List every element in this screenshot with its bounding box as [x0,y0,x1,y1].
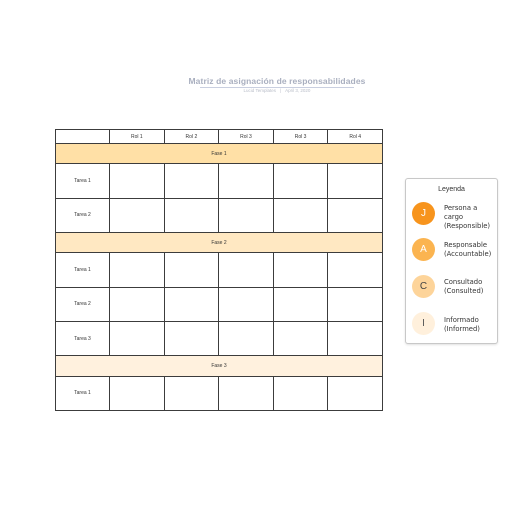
assignment-cell[interactable] [219,198,274,232]
assignment-cell[interactable] [328,198,383,232]
phase-row [56,356,383,376]
task-row [56,321,383,355]
consulted-circle-icon: C [412,275,435,298]
assignment-cell[interactable] [328,321,383,355]
assignment-cell[interactable] [328,164,383,198]
date-label: April 3, 2020 [285,88,311,93]
legend-item-line: Responsable [444,241,488,249]
assignment-cell[interactable] [110,198,165,232]
informed-circle-icon: I [412,312,435,335]
task-label[interactable]: Tarea 2 [56,198,110,232]
assignment-cell[interactable] [110,376,165,410]
responsible-circle-icon: J [412,202,435,225]
assignment-cell[interactable] [219,164,274,198]
legend-item-line: Informado [444,316,479,324]
assignment-cell[interactable] [164,321,219,355]
assignment-cell[interactable] [219,287,274,321]
legend-item-label [444,241,491,259]
assignment-cell[interactable] [328,253,383,287]
assignment-cell[interactable] [273,164,328,198]
legend-panel [405,178,498,344]
assignment-cell[interactable] [219,253,274,287]
assignment-cell[interactable] [164,287,219,321]
assignment-cell[interactable] [110,287,165,321]
subtitle-separator: | [279,88,282,93]
legend-title: Leyenda [438,186,465,193]
header-row [56,130,383,144]
phase-row [56,144,383,164]
accountable-circle-icon: A [412,238,435,261]
assignment-cell[interactable] [328,376,383,410]
corner-cell[interactable] [56,130,110,144]
assignment-cell[interactable] [273,198,328,232]
task-label[interactable]: Tarea 1 [56,376,110,410]
assignment-cell[interactable] [110,253,165,287]
assignment-cell[interactable] [219,321,274,355]
assignment-cell[interactable] [164,164,219,198]
role-header[interactable]: Rol 4 [328,130,383,144]
task-label[interactable]: Tarea 1 [56,164,110,198]
raci-matrix [55,129,383,411]
assignment-cell[interactable] [273,376,328,410]
assignment-cell[interactable] [110,321,165,355]
phase-label[interactable]: Fase 3 [56,356,383,376]
task-row [56,198,383,232]
task-row [56,287,383,321]
role-header[interactable]: Rol 1 [110,130,165,144]
assignment-cell[interactable] [164,376,219,410]
assignment-cell[interactable] [219,376,274,410]
legend-item-line: (Informed) [444,325,480,333]
legend-item-line: Consultado [444,278,483,286]
task-row [56,253,383,287]
task-row [56,376,383,410]
assignment-cell[interactable] [164,198,219,232]
role-header[interactable]: Rol 2 [164,130,219,144]
legend-item-line: Persona a [444,204,478,212]
page-subtitle [0,88,516,93]
task-label[interactable]: Tarea 3 [56,321,110,355]
phase-label[interactable]: Fase 2 [56,233,383,253]
role-header[interactable]: Rol 3 [273,130,328,144]
legend-item-label [444,316,480,334]
assignment-cell[interactable] [164,253,219,287]
task-label[interactable]: Tarea 1 [56,253,110,287]
phase-row [56,233,383,253]
assignment-cell[interactable] [273,321,328,355]
task-row [56,164,383,198]
assignment-cell[interactable] [273,253,328,287]
phase-label[interactable]: Fase 1 [56,144,383,164]
legend-item-line: (Consulted) [444,287,484,295]
author-label: Lucid Templates [243,88,276,93]
assignment-cell[interactable] [328,287,383,321]
task-label[interactable]: Tarea 2 [56,287,110,321]
legend-item-label [444,204,490,231]
assignment-cell[interactable] [273,287,328,321]
legend-item-label [444,278,483,296]
legend-item-line: (Accountable) [444,250,492,258]
legend-item-line: (Responsible) [444,222,491,230]
assignment-cell[interactable] [110,164,165,198]
role-header[interactable]: Rol 3 [219,130,274,144]
page-title: Matriz de asignación de responsabilidades [188,76,366,86]
legend-item-line: cargo [444,213,464,221]
